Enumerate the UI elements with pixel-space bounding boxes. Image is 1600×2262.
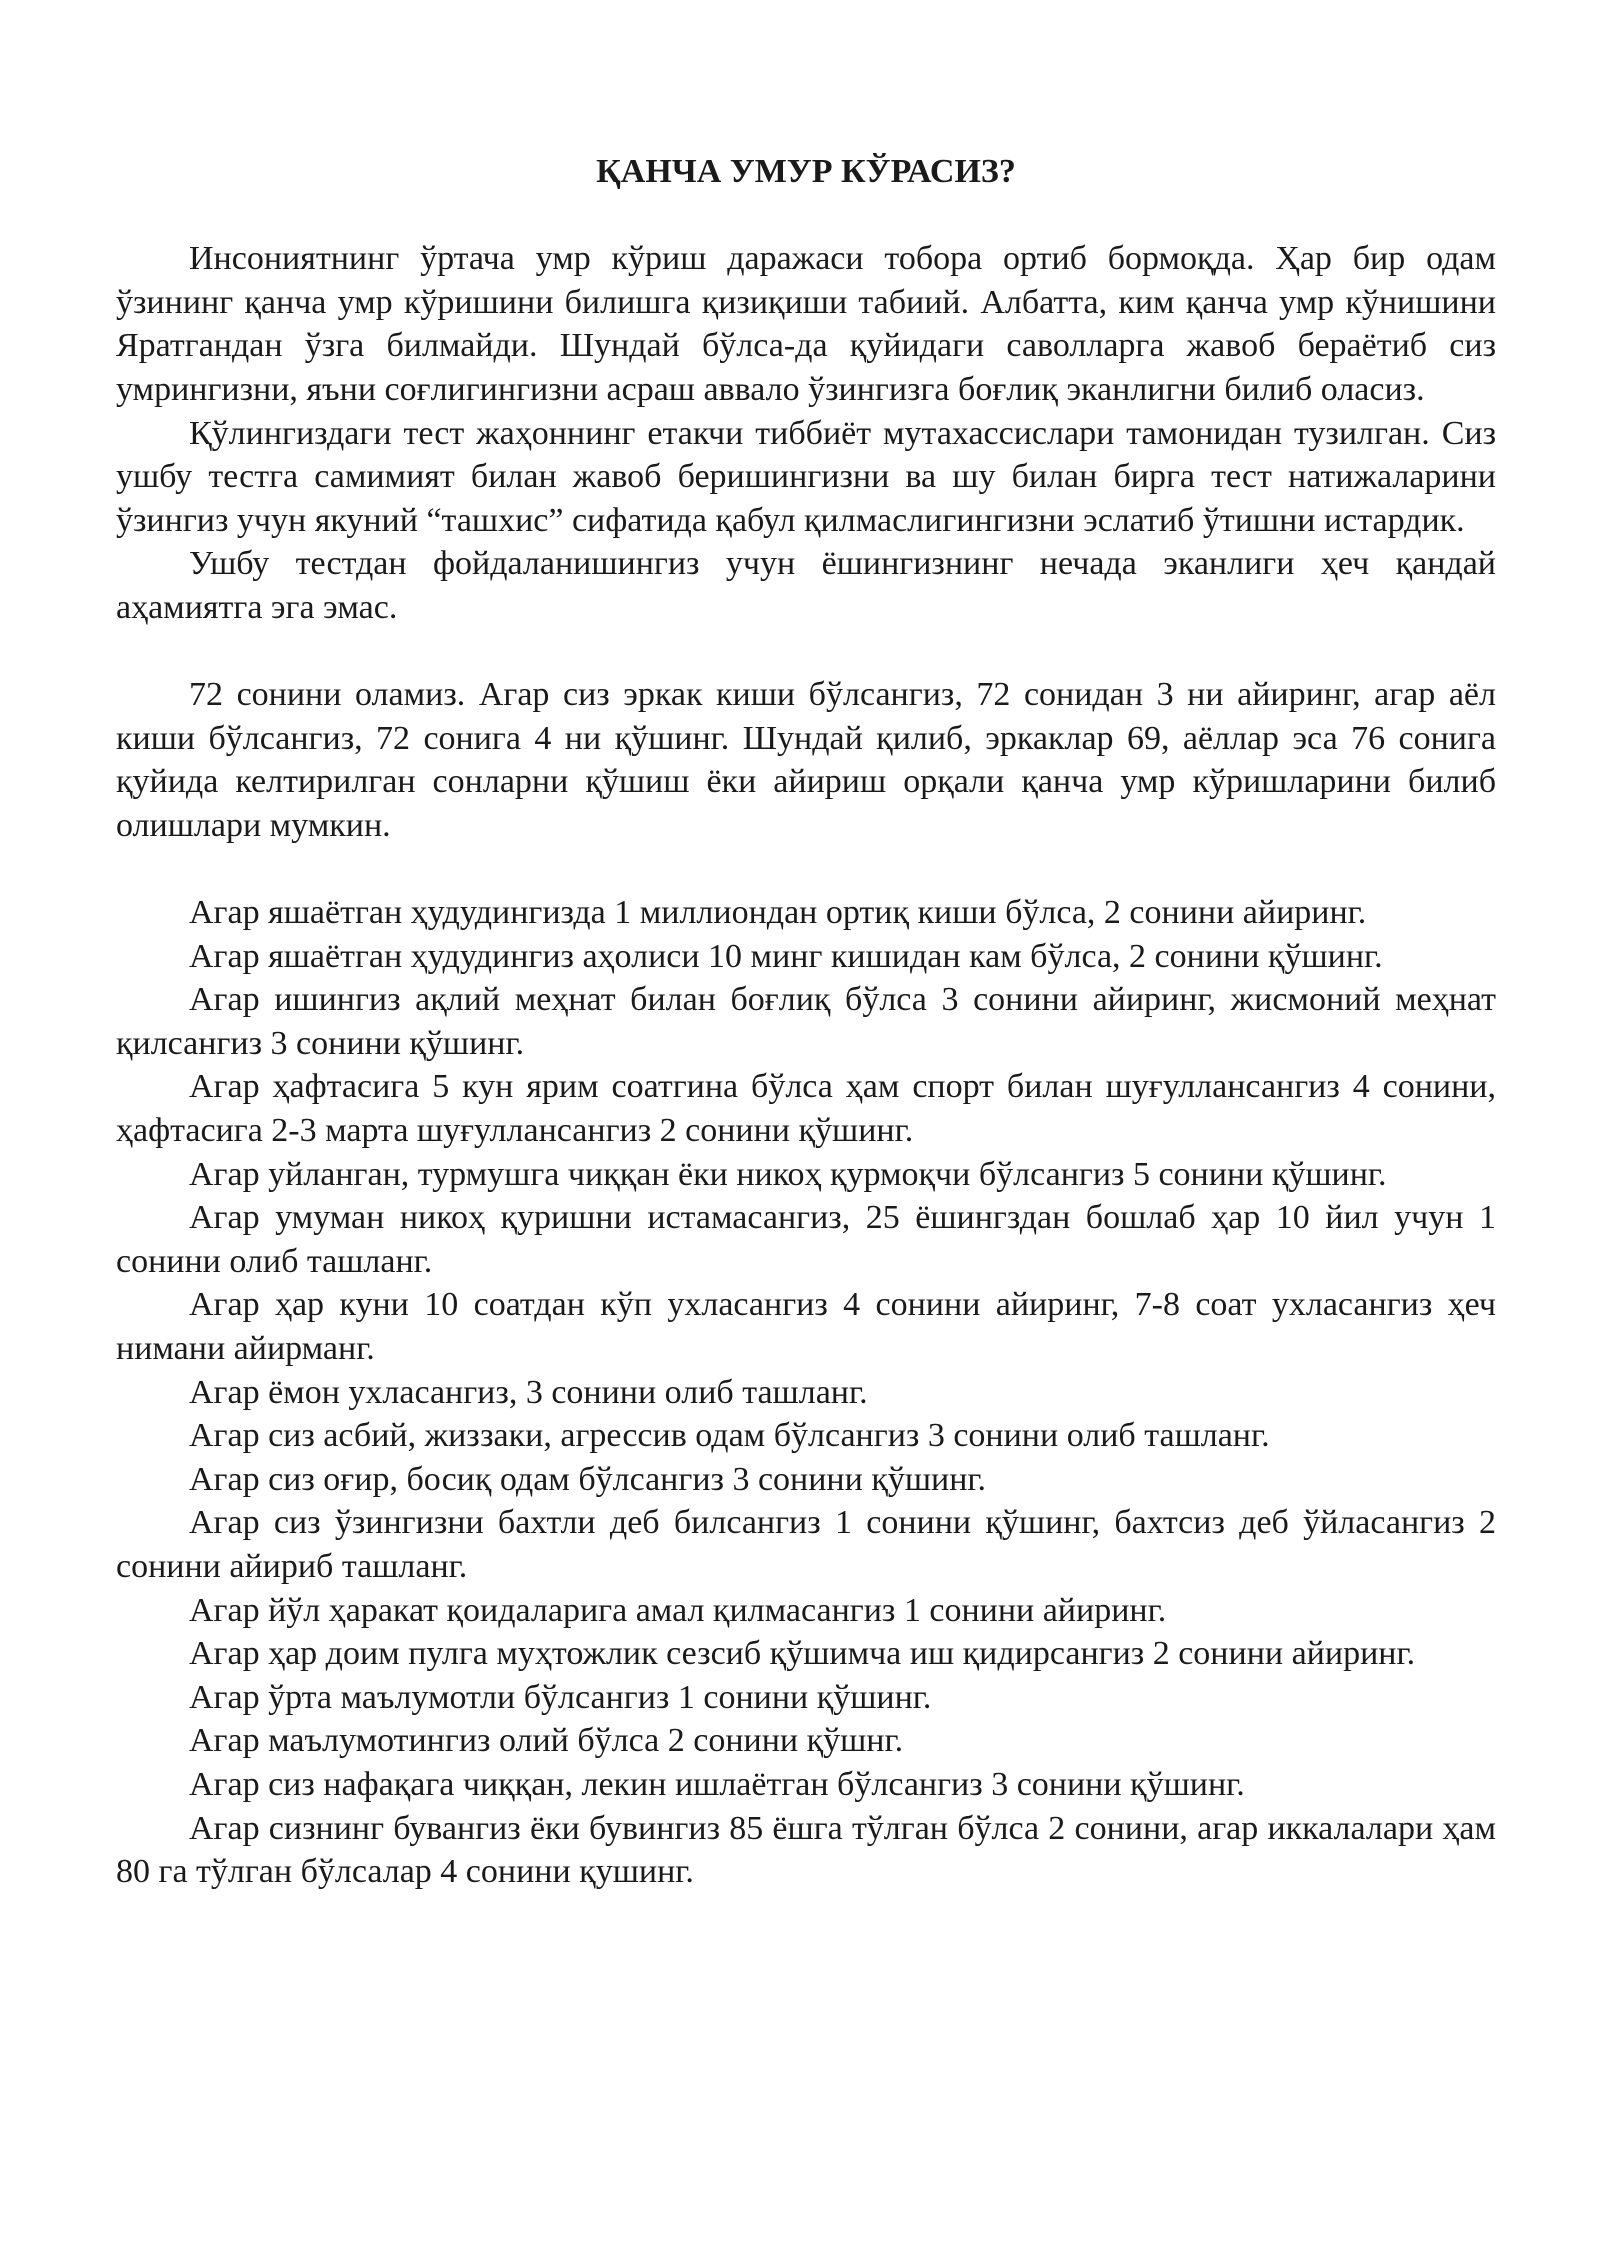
rule-paragraph: Агар яшаётган ҳудудингиз аҳолиси 10 минг кишидан кам бўлса, 2 сонини қўшинг. (189, 937, 1383, 975)
rule-paragraph: Агар умуман никоҳ қуришни истамасангиз, 25 ёшингздан бошлаб ҳар 10 йил учун 1 сонини олиб ташланг. (116, 1199, 1496, 1280)
rule-paragraph: Агар ёмон ухласангиз, 3 сонини олиб ташланг. (189, 1373, 868, 1411)
rule-paragraph: Агар йўл ҳаракат қоидаларига амал қилмасангиз 1 сонини айиринг. (189, 1591, 1167, 1629)
rule-paragraph: Агар ҳафтасига 5 кун ярим соатгина бўлса ҳам спорт билан шуғуллансангиз 4 сонини, ҳафтасига 2-3 марта шуғуллансангиз 2 сонини қўшинг. (116, 1068, 1496, 1150)
base-number-paragraph: 72 сонини оламиз. Агар сиз эркак киши бўлсангиз, 72 сонидан 3 ни айиринг, агар аёл киши бўлсангиз, 72 сонига 4 ни қўшинг. Шундай қилиб, эркаклар 69, аёллар эса 76 сонига қуйида келтирилган сонларни қўшиш ёки айириш орқали қанча умр кўришларини билиб олишлари мумкин. (116, 676, 1496, 844)
rule-paragraph: Агар сиз оғир, босиқ одам бўлсангиз 3 сонини қўшинг. (189, 1460, 987, 1498)
paragraph-gap (116, 848, 1496, 892)
intro-paragraph: Ушбу тестдан фойдаланишингиз учун ёшингизнинг нечада эканлиги ҳеч қандай аҳамиятга эга эмас. (116, 545, 1496, 626)
document-page (116, 150, 1496, 1894)
rule-paragraph: Агар маълумотингиз олий бўлса 2 сонини қўшнг. (189, 1722, 904, 1760)
rule-paragraph: Агар сиз нафақага чиққан, лекин ишлаётган бўлсангиз 3 сонини қўшинг. (189, 1765, 1245, 1803)
intro-paragraph: Инсониятнинг ўртача умр кўриш даражаси тобора ортиб бормоқда. Ҳар бир одам ўзининг қанча умр кўришини билишга қизиқиши табиий. Албатта, ким қанча умр кўнишини Яратгандан ўзга билмайди. Шундай бўлса-да қуйидаги саволларга жавоб бераётиб сиз умрингизни, яъни соғлигингизни асраш аввало ўзингизга боғлиқ эканлигни билиб оласиз. (116, 240, 1496, 408)
rule-paragraph: Агар сиз асбий, жиззаки, агрессив одам бўлсангиз 3 сонини олиб ташланг. (189, 1417, 1270, 1455)
rule-paragraph: Агар уйланган, турмушга чиққан ёки никоҳ қурмоқчи бўлсангиз 5 сонини қўшинг. (189, 1155, 1387, 1193)
rule-paragraph: Агар ҳар доим пулга муҳтожлик сезсиб қўшимча иш қидирсангиз 2 сонини айиринг. (189, 1635, 1416, 1673)
paragraph-gap (116, 630, 1496, 674)
document-title: ҚАНЧА УМУР КЎРАСИЗ? (596, 153, 1016, 190)
rule-paragraph: Агар яшаётган ҳудудингизда 1 миллиондан ортиқ киши бўлса, 2 сонини айиринг. (189, 894, 1367, 932)
rule-paragraph: Агар сизнинг бувангиз ёки бувингиз 85 ёшга тўлган бўлса 2 сонини, агар иккалалари ҳам 80 га тўлган бўлсалар 4 сонини қушинг. (116, 1809, 1496, 1891)
rule-paragraph: Агар ҳар куни 10 соатдан кўп ухласангиз 4 сонини айиринг, 7-8 соат ухласангиз ҳеч нимани айирманг. (116, 1286, 1496, 1368)
rule-paragraph: Агар сиз ўзингизни бахтли деб билсангиз 1 сонини қўшинг, бахтсиз деб ўйласангиз 2 сонини айириб ташланг. (116, 1504, 1496, 1585)
rule-paragraph: Агар ишингиз ақлий меҳнат билан боғлиқ бўлса 3 сонини айиринг, жисмоний меҳнат қилсангиз 3 сонини қўшинг. (116, 981, 1496, 1062)
rule-paragraph: Агар ўрта маълумотли бўлсангиз 1 сонини қўшинг. (189, 1678, 932, 1716)
intro-paragraph: Қўлингиздаги тест жаҳоннинг етакчи тиббиёт мутахассислари тамонидан тузилган. Сиз ушбу тестга самимият билан жавоб беришингизни ва шу билан бирга тест натижаларини ўзингиз учун якуний “ташхис” сифатида қабул қилмаслигингизни эслатиб ўтишни истардик. (116, 414, 1496, 539)
